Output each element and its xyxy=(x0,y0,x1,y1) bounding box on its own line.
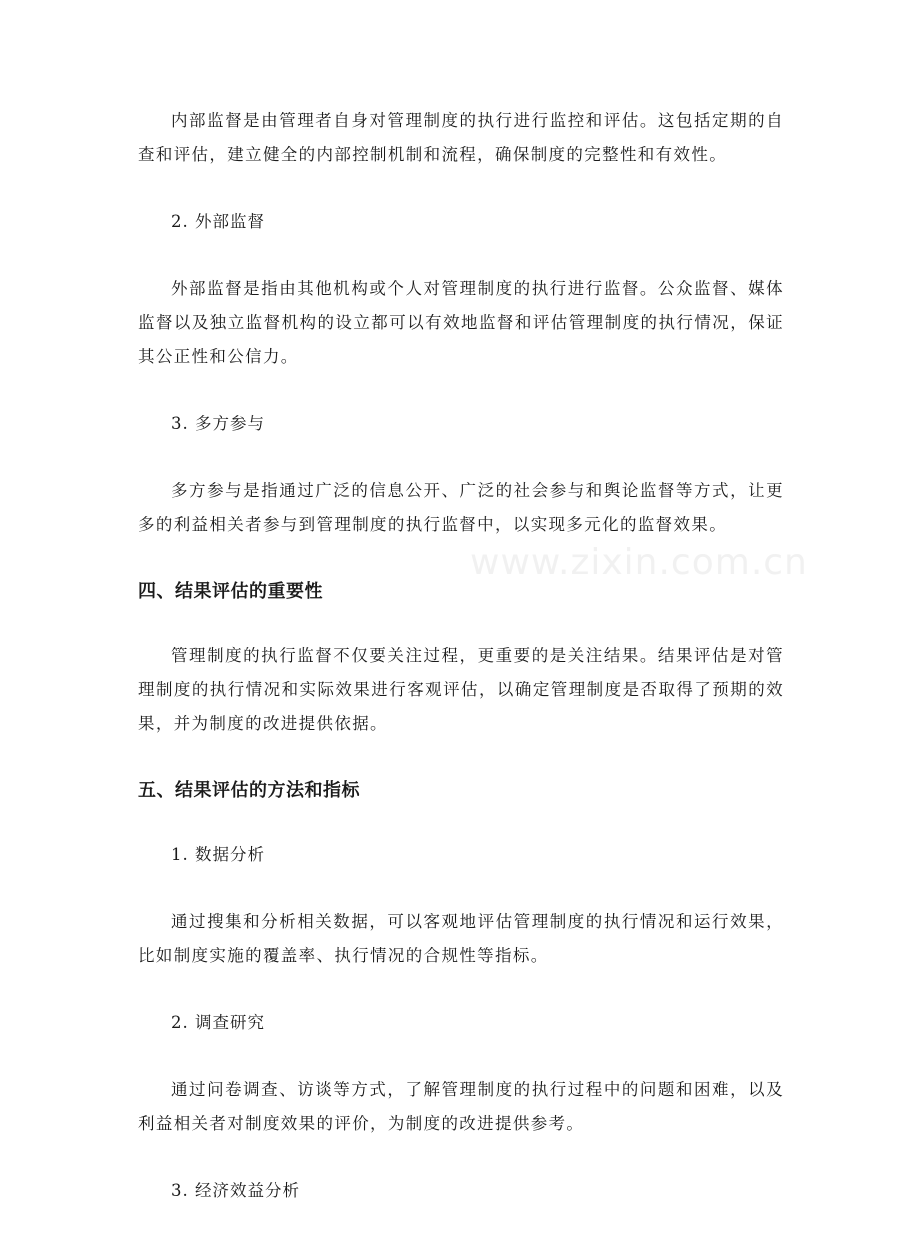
paragraph-result-importance: 管理制度的执行监督不仅要关注过程，更重要的是关注结果。结果评估是对管理制度的执行情况和实际效果进行客观评估，以确定管理制度是否取得了预期的效果，并为制度的改进提供依据。 xyxy=(138,646,784,733)
subheading-data-analysis: 1. 数据分析 xyxy=(171,845,265,864)
subheading-external-supervision: 2. 外部监督 xyxy=(171,212,265,231)
paragraph-survey-research: 通过问卷调查、访谈等方式，了解管理制度的执行过程中的问题和困难，以及利益相关者对制度效果的评价，为制度的改进提供参考。 xyxy=(138,1080,784,1133)
paragraph-internal-supervision: 内部监督是由管理者自身对管理制度的执行进行监控和评估。这包括定期的自查和评估，建立健全的内部控制机制和流程，确保制度的完整性和有效性。 xyxy=(138,111,784,164)
section-heading-5: 五、结果评估的方法和指标 xyxy=(138,780,360,801)
document-content xyxy=(138,104,784,1241)
subheading-economic-analysis: 3. 经济效益分析 xyxy=(171,1181,300,1200)
paragraph-external-supervision: 外部监督是指由其他机构或个人对管理制度的执行进行监督。公众监督、媒体监督以及独立监督机构的设立都可以有效地监督和评估管理制度的执行情况，保证其公正性和公信力。 xyxy=(138,279,784,366)
subheading-multi-party: 3. 多方参与 xyxy=(171,414,265,433)
subheading-survey-research: 2. 调查研究 xyxy=(171,1013,265,1032)
paragraph-multi-party: 多方参与是指通过广泛的信息公开、广泛的社会参与和舆论监督等方式，让更多的利益相关者参与到管理制度的执行监督中，以实现多元化的监督效果。 xyxy=(138,481,784,534)
section-heading-4: 四、结果评估的重要性 xyxy=(138,581,323,602)
watermark: www.zixin.com.cn xyxy=(470,542,808,583)
paragraph-data-analysis: 通过搜集和分析相关数据，可以客观地评估管理制度的执行情况和运行效果，比如制度实施的覆盖率、执行情况的合规性等指标。 xyxy=(138,912,784,965)
